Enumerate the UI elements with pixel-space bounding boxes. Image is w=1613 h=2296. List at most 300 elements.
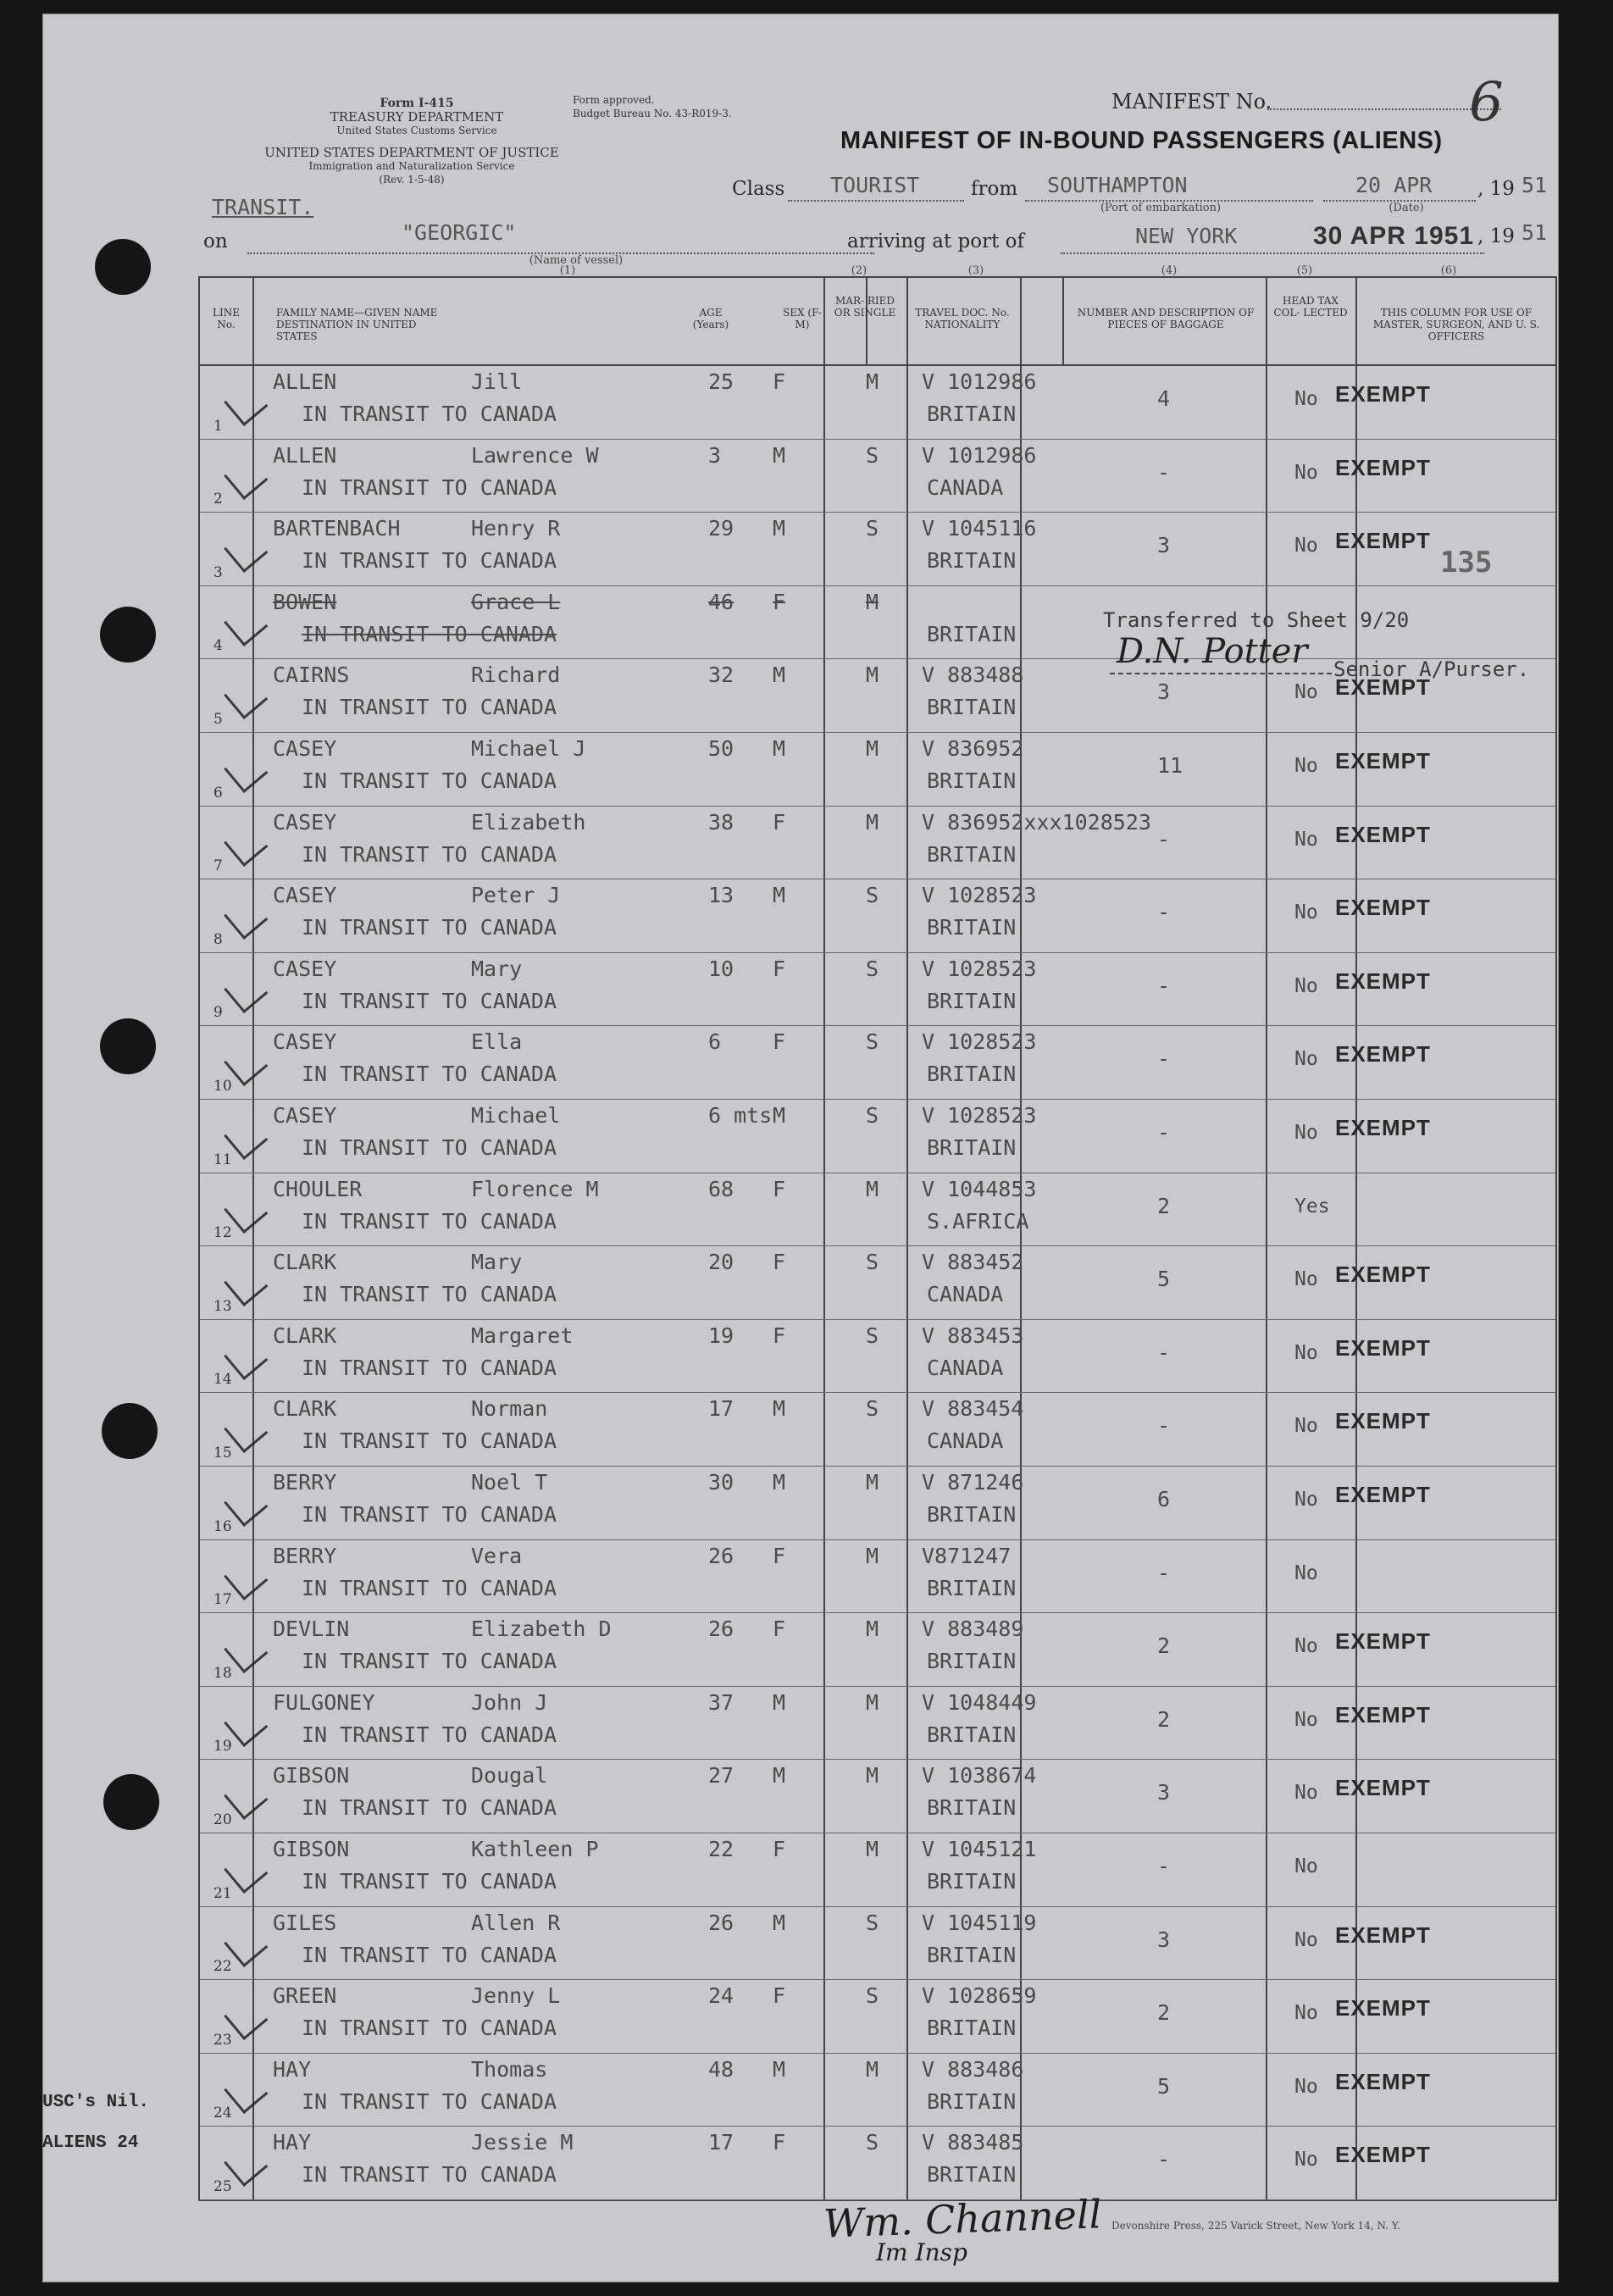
checkmark-icon <box>224 382 268 426</box>
table-row <box>200 1393 1555 1467</box>
column-divider <box>866 278 867 364</box>
age: 27 <box>708 1763 734 1789</box>
destination: IN TRANSIT TO CANADA <box>302 695 557 720</box>
manifest-title: MANIFEST OF IN-BOUND PASSENGERS (ALIENS) <box>840 127 1443 154</box>
given-name: Allen R <box>471 1910 561 1935</box>
family-name: CHOULER <box>273 1176 363 1201</box>
marital-status: M <box>866 369 879 394</box>
checkmark-icon <box>224 602 268 646</box>
sex: M <box>773 736 786 761</box>
destination: IN TRANSIT TO CANADA <box>302 1135 557 1160</box>
head-tax: No <box>1294 828 1318 851</box>
marital-status: M <box>866 589 879 614</box>
family-name: CAIRNS <box>273 663 350 688</box>
family-name: CASEY <box>273 809 337 835</box>
given-name: Richard <box>471 663 561 688</box>
given-name: Kathleen P <box>471 1837 599 1861</box>
head-tax: No <box>1294 1928 1318 1951</box>
marital-status: S <box>866 1323 879 1348</box>
marital-status: M <box>866 736 879 761</box>
baggage-count: 5 <box>1157 2073 1171 2099</box>
family-name: ALLEN <box>273 369 337 394</box>
head-tax: No <box>1294 1635 1318 1658</box>
date-caption: (Date) <box>1389 202 1424 214</box>
travel-document: V871247 <box>922 1543 1012 1568</box>
baggage-count: 3 <box>1157 533 1171 558</box>
family-name: GREEN <box>273 1983 337 2009</box>
marital-status: S <box>866 1250 879 1275</box>
destination: IN TRANSIT TO CANADA <box>302 1282 557 1307</box>
line-number: 25 <box>213 2177 232 2195</box>
sex: M <box>773 1763 786 1789</box>
head-tax: No <box>1294 1855 1318 1877</box>
given-name: Noel T <box>471 1470 548 1495</box>
destination: IN TRANSIT TO CANADA <box>302 474 557 500</box>
officer-stamp: EXEMPT <box>1335 2068 1431 2094</box>
binder-hole <box>95 239 151 295</box>
baggage-count: - <box>1157 1120 1171 1145</box>
age: 68 <box>708 1176 734 1201</box>
customs-service: United States Customs Service <box>336 125 497 136</box>
manifest-no-value: 6 <box>1469 71 1504 134</box>
table-row <box>200 1246 1555 1320</box>
travel-document: V 1028523 <box>922 1029 1037 1055</box>
travel-document: V 883489 <box>922 1617 1024 1642</box>
sex: M <box>773 516 786 541</box>
line-number: 17 <box>213 1591 232 1609</box>
marital-status: S <box>866 1029 879 1055</box>
header-married: MAR- RIED OR SINGLE <box>834 295 896 319</box>
form-header-left <box>230 97 603 137</box>
destination: IN TRANSIT TO CANADA <box>302 2088 557 2114</box>
age: 3 <box>708 442 722 468</box>
given-name: Michael J <box>471 736 586 761</box>
form-number: Form I-415 <box>380 97 454 110</box>
baggage-count: 5 <box>1157 1267 1171 1292</box>
table-row <box>200 879 1555 953</box>
head-tax: No <box>1294 681 1318 704</box>
destination: IN TRANSIT TO CANADA <box>302 1355 557 1380</box>
baggage-count: - <box>1157 1046 1171 1072</box>
table-row <box>200 1833 1555 1907</box>
line-number: 18 <box>213 1664 232 1682</box>
nationality: BRITAIN <box>927 841 1017 867</box>
marital-status: S <box>866 1396 879 1422</box>
marital-status: M <box>866 1689 879 1715</box>
nationality: CANADA <box>927 474 1004 500</box>
margin-nil: USC's Nil. <box>42 2093 150 2112</box>
line-number: 9 <box>213 1004 223 1022</box>
destination: IN TRANSIT TO CANADA <box>302 768 557 793</box>
officer-stamp: EXEMPT <box>1335 895 1431 921</box>
head-tax: No <box>1294 388 1318 410</box>
sex: M <box>773 2056 786 2082</box>
line-number: 4 <box>213 637 223 655</box>
nationality: CANADA <box>927 1282 1004 1307</box>
travel-document: V 1012986 <box>922 369 1037 394</box>
table-row <box>200 1980 1555 2054</box>
nationality: BRITAIN <box>927 2016 1017 2041</box>
destination: IN TRANSIT TO CANADA <box>302 1649 557 1674</box>
given-name: John J <box>471 1689 548 1715</box>
arrival-year: 51 <box>1522 220 1548 245</box>
destination: IN TRANSIT TO CANADA <box>302 1208 557 1234</box>
marital-status: M <box>866 1176 879 1201</box>
age: 46 <box>708 589 734 614</box>
age: 10 <box>708 956 734 981</box>
ins-service: Immigration and Naturalization Service <box>308 160 515 172</box>
header-headtax: HEAD TAX COL- LECTED <box>1273 295 1348 319</box>
checkmark-icon <box>224 529 268 573</box>
head-tax: No <box>1294 1415 1318 1438</box>
travel-document: V 1045119 <box>922 1910 1037 1935</box>
officer-stamp: EXEMPT <box>1335 968 1431 994</box>
table-row <box>200 1026 1555 1100</box>
purser-title: Senior A/Purser. <box>1333 657 1530 681</box>
age: 13 <box>708 883 734 908</box>
line-number: 23 <box>213 2031 232 2049</box>
header-travel: TRAVEL DOC. No. NATIONALITY <box>915 307 1010 330</box>
baggage-count: - <box>1157 1339 1171 1365</box>
given-name: Elizabeth <box>471 809 586 835</box>
family-name: CASEY <box>273 1103 337 1128</box>
head-tax: No <box>1294 974 1318 997</box>
margin-aliens: ALIENS 24 <box>42 2133 139 2153</box>
manifest-page <box>42 14 1559 2282</box>
age: 20 <box>708 1250 734 1275</box>
given-name: Margaret <box>471 1323 574 1348</box>
officer-stamp: EXEMPT <box>1335 1334 1431 1361</box>
line-number: 24 <box>213 2105 232 2122</box>
arrival-year-prefix: , 19 <box>1477 225 1515 247</box>
destination: IN TRANSIT TO CANADA <box>302 915 557 940</box>
travel-document: V 883454 <box>922 1396 1024 1422</box>
age: 48 <box>708 2056 734 2082</box>
travel-document: V 883486 <box>922 2056 1024 2082</box>
table-row <box>200 513 1555 586</box>
line-number: 5 <box>213 710 223 728</box>
head-tax: No <box>1294 1268 1318 1291</box>
vessel-caption: (Name of vessel) <box>529 254 624 267</box>
family-name: HAY <box>273 2130 312 2155</box>
family-name: CLARK <box>273 1396 337 1422</box>
table-row <box>200 2127 1555 2200</box>
nationality: BRITAIN <box>927 695 1017 720</box>
age: 25 <box>708 369 734 394</box>
side-mark: 135 <box>1440 546 1493 580</box>
table-row <box>200 1100 1555 1173</box>
sex: F <box>773 1543 786 1568</box>
checkmark-icon <box>224 749 268 793</box>
sex: F <box>773 369 786 394</box>
nationality: BRITAIN <box>927 1575 1017 1600</box>
embarkation-caption: (Port of embarkation) <box>1100 202 1222 214</box>
travel-document: V 1012986 <box>922 442 1037 468</box>
officer-stamp: EXEMPT <box>1335 1041 1431 1068</box>
form-approval <box>573 93 776 120</box>
marital-status: M <box>866 1543 879 1568</box>
head-tax: Yes <box>1294 1195 1330 1217</box>
header-age: AGE (Years) <box>692 307 729 330</box>
age: 26 <box>708 1617 734 1642</box>
age: 26 <box>708 1543 734 1568</box>
nationality: BRITAIN <box>927 2162 1017 2188</box>
travel-document: V 883488 <box>922 663 1024 688</box>
sex: F <box>773 1837 786 1861</box>
table-row <box>200 440 1555 513</box>
baggage-count: - <box>1157 459 1171 485</box>
baggage-count: - <box>1157 1854 1171 1878</box>
head-tax: No <box>1294 1782 1318 1805</box>
nationality: BRITAIN <box>927 1722 1017 1747</box>
header-name: FAMILY NAME—GIVEN NAME DESTINATION IN UNITED STATES <box>276 307 438 342</box>
family-name: ALLEN <box>273 442 337 468</box>
given-name: Mary <box>471 956 523 981</box>
given-name: Jessie M <box>471 2130 574 2155</box>
nationality: BRITAIN <box>927 402 1017 426</box>
col-number-5: (5) <box>1296 264 1313 277</box>
age: 29 <box>708 516 734 541</box>
port-of-embarkation: SOUTHAMPTON <box>1047 173 1188 197</box>
officer-stamp: EXEMPT <box>1335 1628 1431 1655</box>
officer-stamp: EXEMPT <box>1335 454 1431 480</box>
inspector-title: Im Insp <box>876 2238 967 2266</box>
baggage-count: - <box>1157 826 1171 851</box>
table-row <box>200 1540 1555 1614</box>
destination: IN TRANSIT TO CANADA <box>302 548 557 574</box>
date-year: 51 <box>1522 173 1548 197</box>
arriving-label: arriving at port of <box>847 230 1024 252</box>
baggage-count: 3 <box>1157 1780 1171 1805</box>
head-tax: No <box>1294 2075 1318 2098</box>
travel-document: V 871246 <box>922 1470 1024 1495</box>
family-name: BERRY <box>273 1543 337 1568</box>
manifest-no-label: MANIFEST No. <box>1111 90 1272 114</box>
travel-document: V 1045116 <box>922 516 1037 541</box>
age: 30 <box>708 1470 734 1495</box>
sex: F <box>773 1323 786 1348</box>
line-number: 10 <box>213 1077 232 1095</box>
sex: M <box>773 1470 786 1495</box>
header-line-no: LINE No. <box>213 307 240 330</box>
nationality: BRITAIN <box>927 2088 1017 2114</box>
travel-document: V 1045121 <box>922 1837 1037 1861</box>
marital-status: S <box>866 883 879 908</box>
table-row <box>200 1613 1555 1687</box>
line-number: 12 <box>213 1224 232 1242</box>
sex: M <box>773 1689 786 1715</box>
marital-status: S <box>866 1983 879 2009</box>
destination: IN TRANSIT TO CANADA <box>302 1722 557 1747</box>
marital-status: M <box>866 1470 879 1495</box>
baggage-count: 2 <box>1157 1633 1171 1659</box>
table-row <box>200 1320 1555 1394</box>
marital-status: M <box>866 1763 879 1789</box>
nationality: BRITAIN <box>927 988 1017 1013</box>
officer-stamp: EXEMPT <box>1335 381 1431 407</box>
travel-document: V 1028659 <box>922 1983 1037 2009</box>
given-name: Grace L <box>471 589 561 614</box>
given-name: Jenny L <box>471 1983 561 2009</box>
family-name: CASEY <box>273 1029 337 1055</box>
destination: IN TRANSIT TO CANADA <box>302 1869 557 1894</box>
given-name: Peter J <box>471 883 561 908</box>
baggage-count: 3 <box>1157 1927 1171 1952</box>
baggage-count: 2 <box>1157 2000 1171 2026</box>
sex: M <box>773 883 786 908</box>
baggage-count: 11 <box>1157 753 1183 778</box>
col-number-1: (1) <box>559 264 576 277</box>
table-row <box>200 1760 1555 1833</box>
binder-hole <box>103 1774 159 1830</box>
purser-signature-line <box>1110 673 1332 674</box>
sex: F <box>773 1983 786 2009</box>
travel-document: V 1028523 <box>922 1103 1037 1128</box>
travel-document: V 836952xxx1028523 <box>922 809 1151 835</box>
family-name: GILES <box>273 1910 337 1935</box>
sex: F <box>773 956 786 981</box>
form-approved: Form approved. <box>573 94 655 106</box>
baggage-count: 2 <box>1157 1193 1171 1218</box>
given-name: Michael <box>471 1103 561 1128</box>
table-row <box>200 953 1555 1027</box>
arrival-line <box>1061 252 1484 254</box>
nationality: BRITAIN <box>927 1649 1017 1674</box>
baggage-count: 3 <box>1157 679 1171 705</box>
nationality: BRITAIN <box>927 1502 1017 1527</box>
head-tax: No <box>1294 755 1318 777</box>
sex: M <box>773 1910 786 1935</box>
table-row <box>200 1687 1555 1761</box>
sex: F <box>773 2130 786 2155</box>
table-row <box>200 2054 1555 2127</box>
given-name: Mary <box>471 1250 523 1275</box>
age: 50 <box>708 736 734 761</box>
baggage-count: - <box>1157 973 1171 998</box>
baggage-count: - <box>1157 2147 1171 2172</box>
table-row <box>200 366 1555 440</box>
checkmark-icon <box>224 896 268 940</box>
transfer-note: Transferred to Sheet 9/20 <box>1103 608 1410 632</box>
col-number-2: (2) <box>851 264 867 277</box>
class-value: TOURIST <box>830 173 920 197</box>
head-tax: No <box>1294 535 1318 557</box>
given-name: Lawrence W <box>471 442 599 468</box>
age: 38 <box>708 809 734 835</box>
col-number-6: (6) <box>1440 264 1457 277</box>
line-number: 8 <box>213 930 223 948</box>
checkmark-icon <box>224 969 268 1013</box>
travel-document: V 1044853 <box>922 1176 1037 1201</box>
age: 17 <box>708 2130 734 2155</box>
class-label: Class <box>732 178 785 200</box>
arrival-date-stamp: 30 APR 1951 <box>1313 222 1475 250</box>
marital-status: S <box>866 1910 879 1935</box>
date-year-prefix: , 19 <box>1477 178 1515 200</box>
passenger-table <box>198 276 1557 2201</box>
family-name: CASEY <box>273 956 337 981</box>
family-name: BERRY <box>273 1470 337 1495</box>
line-number: 14 <box>213 1371 232 1389</box>
officer-stamp: EXEMPT <box>1335 1262 1431 1288</box>
sex: M <box>773 1103 786 1128</box>
destination: IN TRANSIT TO CANADA <box>302 2162 557 2188</box>
line-number: 20 <box>213 1811 232 1828</box>
sex: F <box>773 809 786 835</box>
nationality: BRITAIN <box>927 768 1017 793</box>
nationality: BRITAIN <box>927 1869 1017 1894</box>
travel-document: V 1038674 <box>922 1763 1037 1789</box>
binder-hole <box>100 1018 156 1074</box>
manifest-no-line <box>1267 108 1501 110</box>
sex: F <box>773 1250 786 1275</box>
justice-header <box>200 146 624 186</box>
family-name: BOWEN <box>273 589 337 614</box>
marital-status: M <box>866 1837 879 1861</box>
sex: M <box>773 1396 786 1422</box>
marital-status: S <box>866 442 879 468</box>
table-row <box>200 1173 1555 1247</box>
head-tax: No <box>1294 1561 1318 1584</box>
marital-status: M <box>866 809 879 835</box>
date-value: 20 APR <box>1355 173 1433 197</box>
age: 6 mts <box>708 1103 773 1128</box>
sex: F <box>773 589 786 614</box>
family-name: CASEY <box>273 883 337 908</box>
age: 37 <box>708 1689 734 1715</box>
checkmark-icon <box>224 822 268 866</box>
given-name: Thomas <box>471 2056 548 2082</box>
nationality: BRITAIN <box>927 915 1017 940</box>
line-number: 13 <box>213 1297 232 1315</box>
marital-status: M <box>866 2056 879 2082</box>
destination: IN TRANSIT TO CANADA <box>302 988 557 1013</box>
destination: IN TRANSIT TO CANADA <box>302 402 557 426</box>
line-number: 16 <box>213 1517 232 1535</box>
travel-document: V 883452 <box>922 1250 1024 1275</box>
officer-stamp: EXEMPT <box>1335 1922 1431 1948</box>
officer-stamp: EXEMPT <box>1335 2142 1431 2168</box>
col-number-3: (3) <box>967 264 984 277</box>
treasury-department: TREASURY DEPARTMENT <box>330 109 504 125</box>
baggage-count: 4 <box>1157 386 1171 411</box>
binder-hole <box>102 1403 158 1459</box>
family-name: CASEY <box>273 736 337 761</box>
given-name: Florence M <box>471 1176 599 1201</box>
header-baggage: NUMBER AND DESCRIPTION OF PIECES OF BAGGAGE <box>1077 307 1255 330</box>
nationality: CANADA <box>927 1355 1004 1380</box>
on-label: on <box>203 230 228 252</box>
age: 17 <box>708 1396 734 1422</box>
officer-stamp: EXEMPT <box>1335 1775 1431 1801</box>
marital-status: M <box>866 663 879 688</box>
destination: IN TRANSIT TO CANADA <box>302 1942 557 1967</box>
officer-stamp: EXEMPT <box>1335 1408 1431 1434</box>
sex: M <box>773 442 786 468</box>
travel-document: V 1028523 <box>922 956 1037 981</box>
marital-status: S <box>866 516 879 541</box>
head-tax: No <box>1294 1122 1318 1144</box>
checkmark-icon <box>224 675 268 719</box>
table-row <box>200 1907 1555 1981</box>
nationality: S.AFRICA <box>927 1208 1029 1234</box>
sex: F <box>773 1029 786 1055</box>
officer-stamp: EXEMPT <box>1335 1482 1431 1507</box>
destination: IN TRANSIT TO CANADA <box>302 2016 557 2041</box>
line-number: 22 <box>213 1958 232 1976</box>
header-officers: THIS COLUMN FOR USE OF MASTER, SURGEON, AND U. S. OFFICERS <box>1372 307 1540 342</box>
family-name: CLARK <box>273 1250 337 1275</box>
